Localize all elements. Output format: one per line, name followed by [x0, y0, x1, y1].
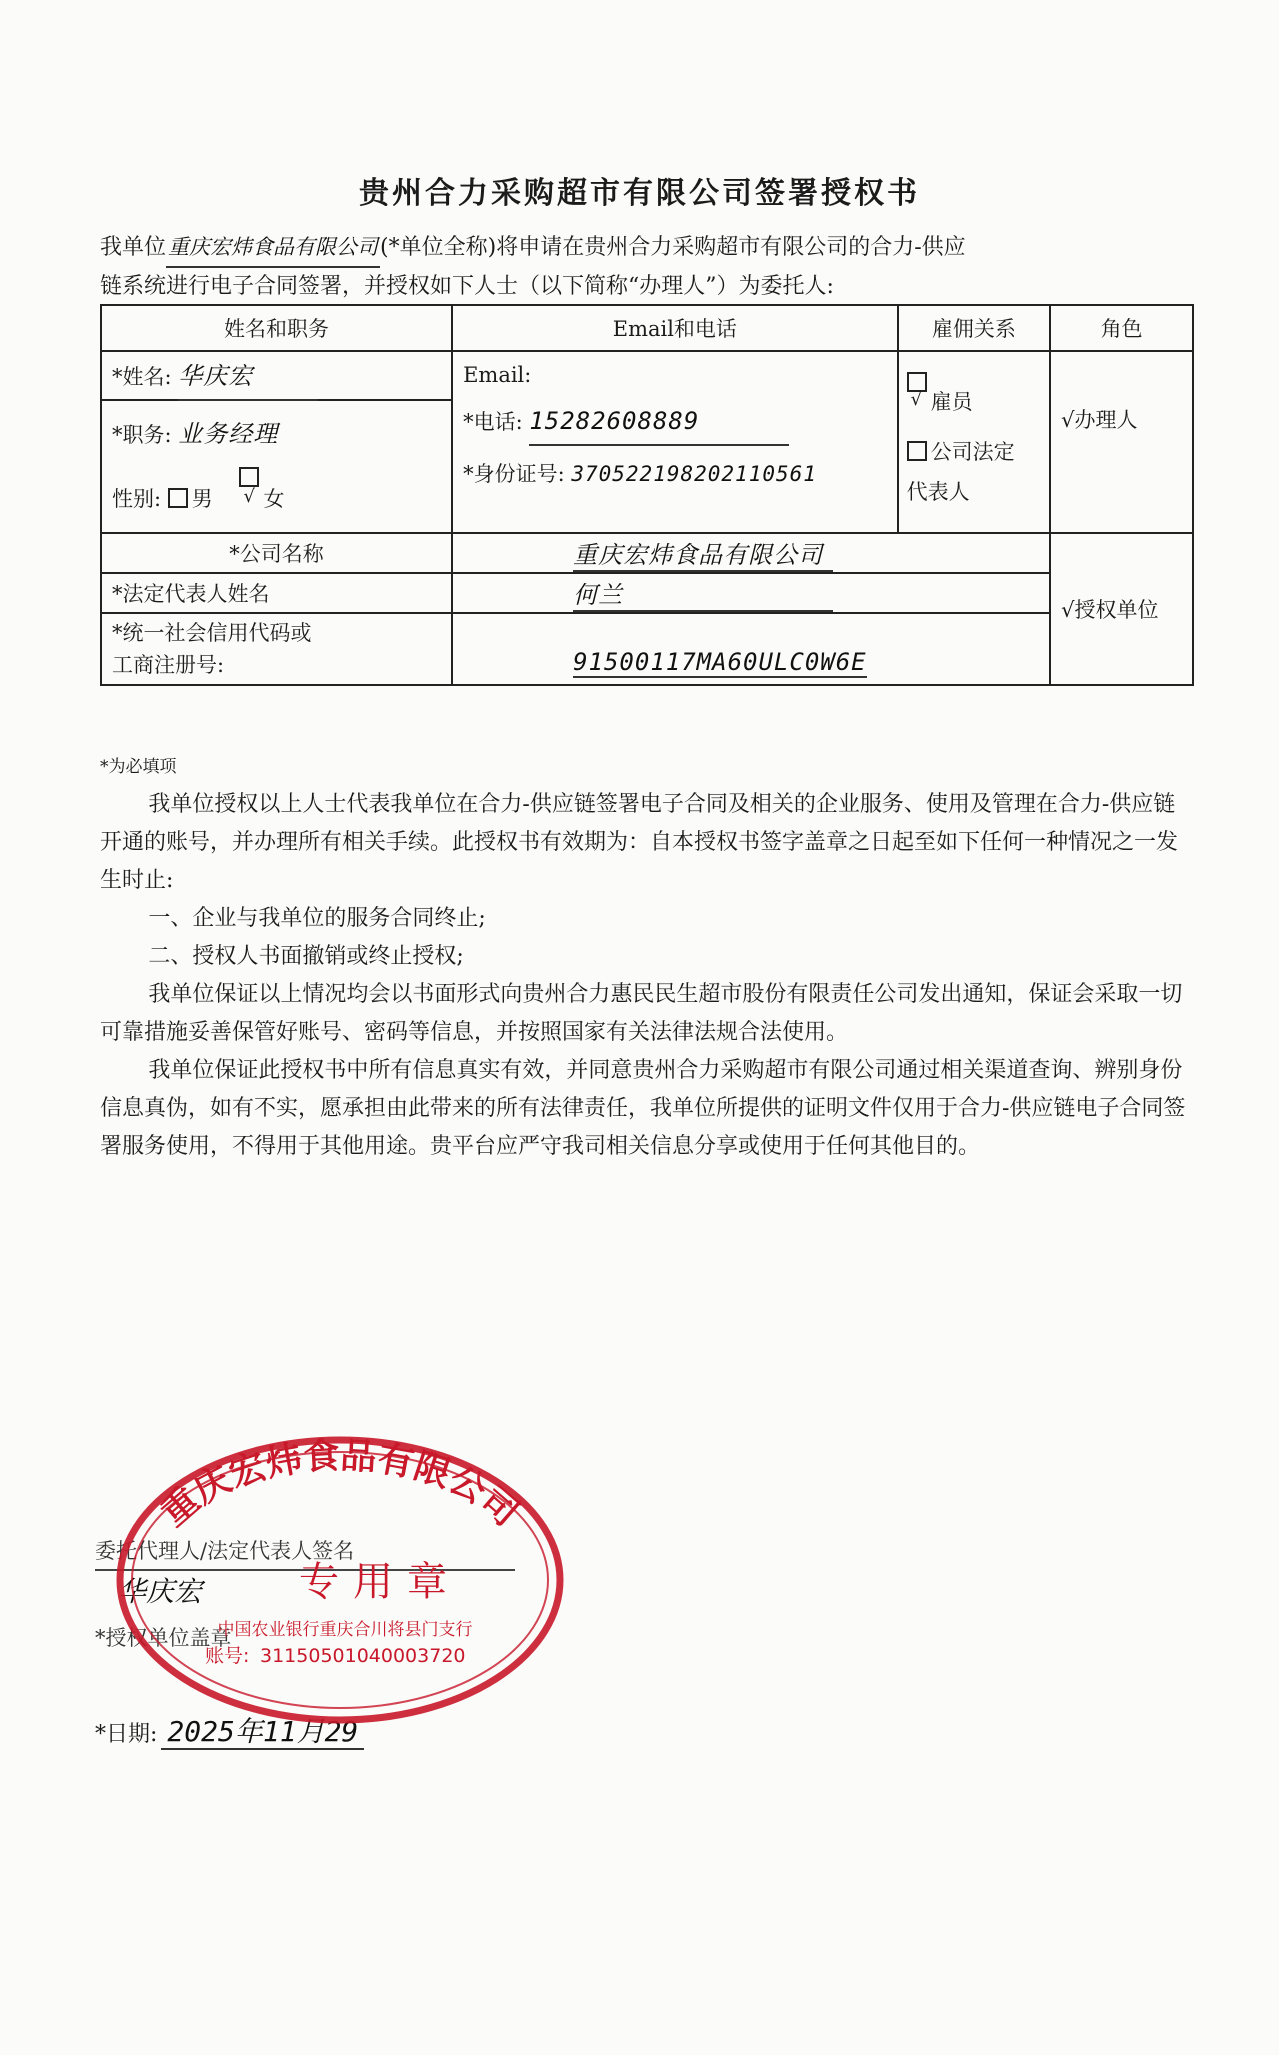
credit-code-label-cell	[101, 613, 452, 685]
legal-rep-label-2: 代表人	[906, 480, 970, 504]
legal-name-label: *法定代表人姓名	[101, 573, 452, 613]
paragraph-item-2: 二、授权人书面撤销或终止授权;	[148, 944, 464, 969]
header-name-position: 姓名和职务	[101, 305, 452, 351]
name-label: *姓名:	[112, 365, 172, 389]
intro-prefix: 我单位	[100, 235, 167, 260]
stamp-account-label: 账号:	[205, 1645, 250, 1667]
credit-code-row	[101, 613, 1193, 685]
signature-label: 委托代理人/法定代表人签名	[95, 1535, 515, 1571]
body-paragraphs	[100, 786, 1190, 1166]
female-checkbox[interactable]	[239, 467, 259, 487]
phone-value: 15282608889	[529, 398, 789, 446]
agent-contact-cell	[452, 351, 898, 533]
credit-code-value: 91500117MA60ULC0W6E	[573, 648, 867, 676]
phone-line	[453, 398, 897, 444]
employee-option	[907, 372, 1042, 432]
legal-name-value: 何兰	[573, 575, 833, 612]
stamp-company-name: 重庆宏炜食品有限公司	[153, 1435, 527, 1535]
employee-label: 雇员	[930, 390, 973, 414]
legal-name-row	[101, 573, 1193, 613]
stamp-account: 31150501040003720	[260, 1645, 466, 1667]
intro-text-2: 链系统进行电子合同签署，并授权如下人士（以下简称“办理人”）为委托人:	[100, 274, 834, 299]
credit-code-cell	[452, 613, 1050, 685]
intro-text-1: 将申请在贵州合力采购超市有限公司的合力-供应	[496, 235, 966, 260]
male-label: 男	[191, 487, 213, 511]
employee-checkbox[interactable]	[907, 372, 927, 392]
agent-name-cell	[101, 351, 452, 533]
name-line	[102, 353, 451, 401]
credit-code-label-2: 工商注册号:	[112, 653, 225, 677]
male-checkbox[interactable]	[168, 488, 188, 508]
signature-handwritten: 华庆宏	[118, 1575, 203, 1608]
paragraph-authorization: 我单位授权以上人士代表我单位在合力-供应链签署电子合同及相关的企业服务、使用及管理在合力-供应链开通的账号，并办理所有相关手续。此授权书有效期为：自本授权书签字盖章之日起至如下任何一种情况之一发生时止:	[100, 792, 1179, 893]
paragraph-truthfulness: 我单位保证此授权书中所有信息真实有效，并同意贵州合力采购超市有限公司通过相关渠道查询、辨别身份信息真伪，如有不实，愿承担由此带来的所有法律责任，我单位所提供的证明文件仅用于合力-供应链电子合同签署服务使用，不得用于其他用途。贵平台应严守我司相关信息分享或使用于任何其他目的。	[100, 1058, 1186, 1159]
header-employment: 雇佣关系	[898, 305, 1051, 351]
phone-label: *电话:	[463, 410, 523, 434]
header-email-phone: Email和电话	[452, 305, 898, 351]
position-line	[102, 401, 451, 467]
id-line	[453, 444, 897, 532]
id-label: *身份证号:	[463, 462, 565, 486]
unit-name-handwritten: 重庆宏炜食品有限公司	[166, 228, 380, 268]
intro-paragraph	[100, 228, 1190, 306]
authorization-form-table	[100, 304, 1194, 686]
stamp-bank: 中国农业银行重庆合川将县门支行	[217, 1620, 473, 1640]
gender-line	[102, 467, 451, 531]
paragraph-item-1: 一、企业与我单位的服务合同终止;	[148, 906, 486, 931]
employment-cell	[898, 351, 1051, 533]
company-name-label: *公司名称	[101, 533, 452, 573]
legal-rep-option	[907, 432, 1042, 472]
credit-code-label: *统一社会信用代码或	[112, 621, 312, 645]
position-label: *职务:	[112, 423, 172, 447]
legal-rep-checkbox[interactable]	[907, 441, 927, 461]
unit-hint: (*单位全称)	[380, 235, 497, 260]
legal-rep-label: 公司法定	[930, 440, 1015, 464]
table-header-row	[101, 305, 1193, 351]
header-role: 角色	[1050, 305, 1193, 351]
stamp-purpose: 专用章	[299, 1559, 461, 1605]
legal-name-cell	[452, 573, 1050, 613]
role-agent-cell: √办理人	[1050, 351, 1193, 533]
seal-label: *授权单位盖章	[95, 1626, 232, 1650]
id-value: 370522198202110561	[571, 462, 817, 486]
company-name-cell	[452, 533, 1050, 573]
company-seal-stamp	[110, 1430, 570, 1730]
name-value: 华庆宏	[178, 353, 318, 401]
gender-label: 性别:	[112, 487, 162, 511]
date-handwritten: 2025年11月29	[161, 1715, 364, 1750]
company-name-row	[101, 533, 1193, 573]
email-line	[453, 352, 897, 398]
email-label: Email:	[463, 363, 532, 387]
date-label: *日期:	[95, 1722, 158, 1747]
agent-row	[101, 351, 1193, 533]
female-label: 女	[263, 487, 285, 511]
document-title: 贵州合力采购超市有限公司签署授权书	[359, 176, 920, 211]
company-name-value: 重庆宏炜食品有限公司	[573, 535, 833, 572]
position-value: 业务经理	[178, 420, 279, 448]
required-note: *为必填项	[100, 757, 177, 777]
role-unit-cell: √授权单位	[1050, 533, 1193, 685]
paragraph-guarantee: 我单位保证以上情况均会以书面形式向贵州合力惠民民生超市股份有限责任公司发出通知，保证会采取一切可靠措施妥善保管好账号、密码等信息，并按照国家有关法律法规合法使用。	[100, 982, 1183, 1045]
